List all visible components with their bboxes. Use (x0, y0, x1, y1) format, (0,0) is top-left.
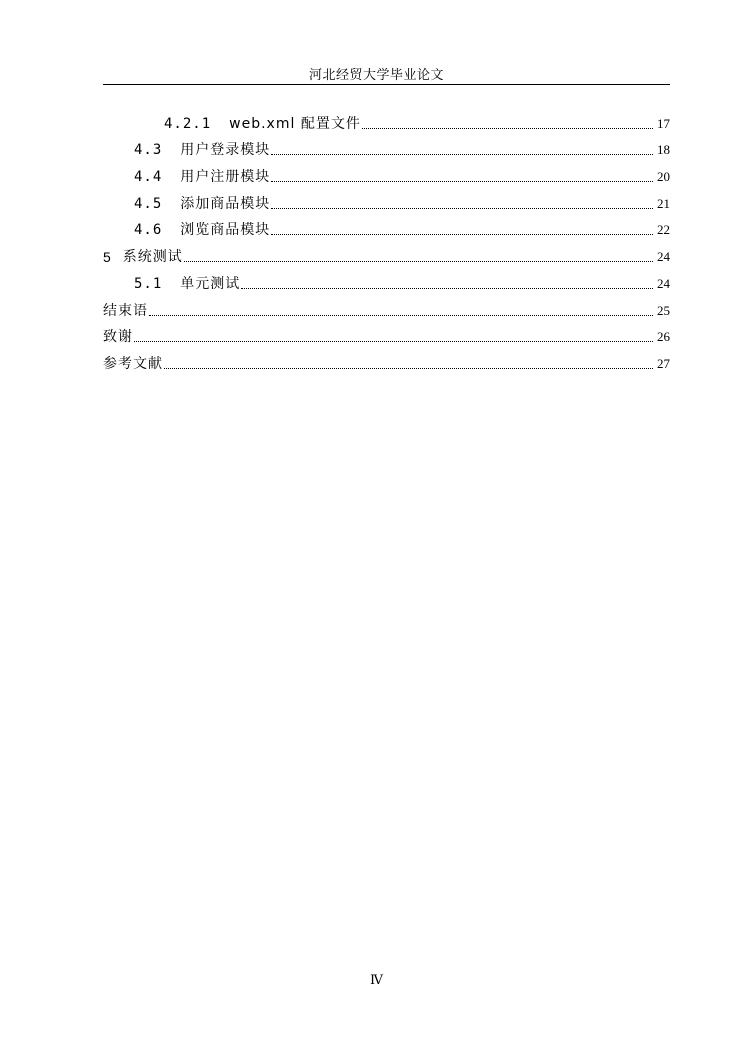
toc-dot-leader (271, 208, 653, 209)
toc-dot-leader (134, 341, 653, 342)
toc-dot-leader (149, 315, 653, 316)
toc-entry[interactable] (103, 346, 670, 373)
toc-dot-leader (184, 261, 653, 262)
toc-dot-leader (271, 154, 653, 155)
toc-entry-number: 4.3 (134, 142, 163, 159)
toc-entry[interactable] (103, 106, 670, 133)
toc-entry-number: 5.1 (134, 275, 163, 292)
toc-entry-page: 17 (657, 115, 670, 131)
toc-dot-leader (362, 128, 653, 129)
toc-entry-title: 用户登录模块 (180, 142, 271, 159)
toc-entry-page: 24 (657, 249, 670, 265)
toc-entry[interactable] (103, 239, 670, 266)
toc-entry-title: 浏览商品模块 (180, 222, 271, 239)
toc-entry-number: 4.5 (134, 195, 163, 212)
toc-entry[interactable] (103, 186, 670, 213)
toc-entry-number: 4.2.1 (164, 115, 212, 132)
page-header-title: 河北经贸大学毕业论文 (308, 68, 444, 83)
page-number: Ⅳ (370, 972, 383, 987)
toc-entry-title: 系统测试 (122, 249, 183, 266)
toc-entry-number: 5 (103, 249, 111, 266)
toc-entry-title: web.xml 配置文件 (229, 115, 361, 132)
toc-entry[interactable] (103, 293, 670, 320)
toc-entry-page: 21 (657, 195, 670, 211)
toc-entry-page: 24 (657, 275, 670, 291)
toc-entry-page: 26 (657, 329, 670, 345)
toc-entry-title: 用户注册模块 (180, 169, 271, 186)
toc-entry-page: 25 (657, 302, 670, 318)
toc-entry-title: 单元测试 (180, 275, 241, 292)
table-of-contents (103, 106, 670, 373)
header-divider (103, 84, 670, 85)
toc-dot-leader (271, 181, 653, 182)
toc-entry-page: 18 (657, 142, 670, 158)
toc-dot-leader (241, 288, 653, 289)
toc-entry-title: 致谢 (103, 329, 133, 346)
toc-entry-title: 添加商品模块 (180, 195, 271, 212)
toc-dot-leader (271, 234, 653, 235)
toc-entry[interactable] (103, 266, 670, 293)
toc-entry[interactable] (103, 320, 670, 347)
toc-entry-title: 参考文献 (103, 355, 163, 372)
toc-entry-page: 22 (657, 222, 670, 238)
toc-entry[interactable] (103, 159, 670, 186)
toc-entry[interactable] (103, 133, 670, 160)
toc-entry[interactable] (103, 213, 670, 240)
toc-entry-number: 4.4 (134, 169, 163, 186)
toc-entry-page: 27 (657, 355, 670, 371)
toc-entry-number: 4.6 (134, 222, 163, 239)
toc-entry-title: 结束语 (103, 302, 148, 319)
toc-dot-leader (164, 368, 653, 369)
toc-entry-page: 20 (657, 169, 670, 185)
